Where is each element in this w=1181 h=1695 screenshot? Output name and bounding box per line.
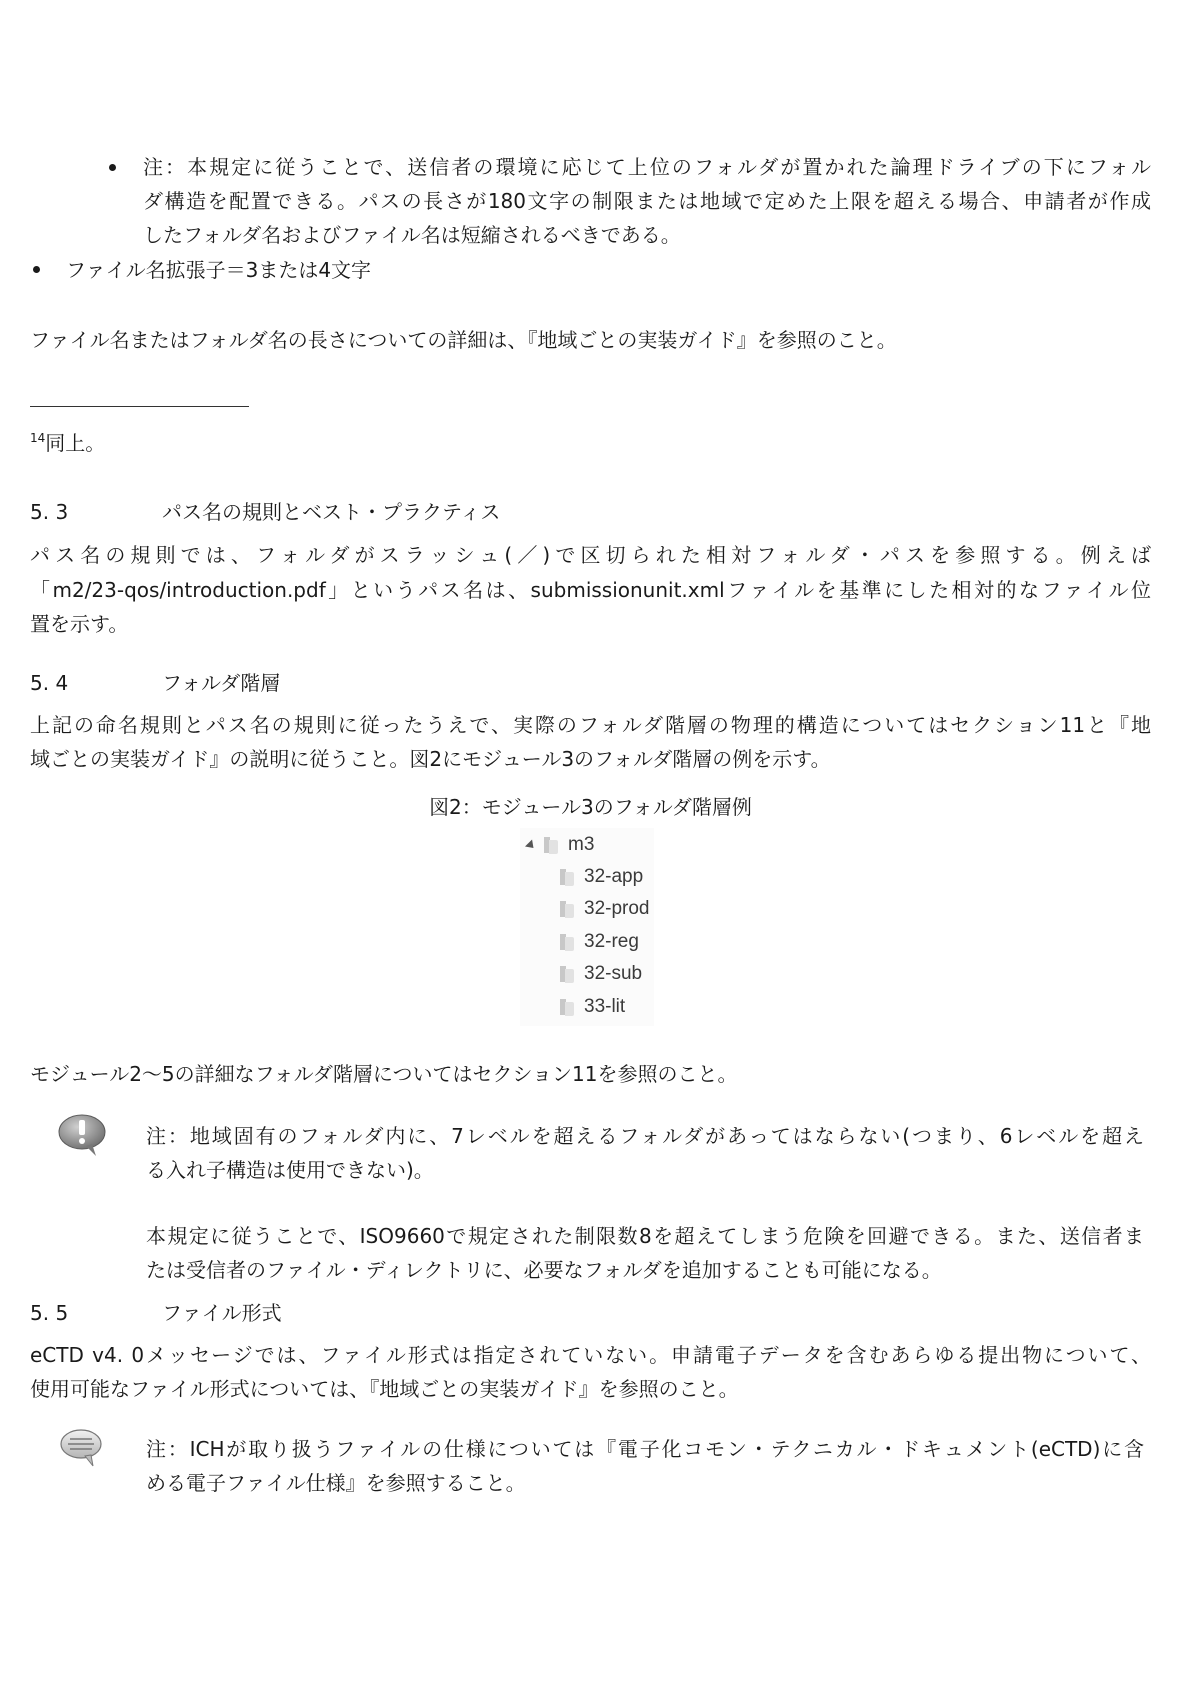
section-title: パス名の規則とベスト・プラクティス	[162, 500, 501, 524]
tree-item	[560, 961, 642, 987]
section-5-5-line2: 使用可能なファイル形式については、『地域ごとの実装ガイド』を参照のこと。	[30, 1377, 739, 1401]
section-5-3-line3: 置を示す。	[30, 612, 129, 636]
section-5-5-line1: eCTD v4. 0メッセージでは、ファイル形式は指定されていない。申請電子データを含むあらゆる提出物について、	[30, 1343, 1151, 1367]
section-number: 5. 3	[30, 500, 69, 524]
folder-icon	[560, 997, 574, 1017]
note2-line3: 本規定に従うことで、ISO9660で規定された制限数8を超えてしまう危険を回避できる。また、送信者ま	[146, 1224, 1144, 1248]
folder-icon	[560, 899, 574, 919]
speech-bubble-icon	[59, 1428, 105, 1468]
note2-line2: る入れ子構造は使用できない)。	[146, 1158, 434, 1182]
folder-label: 32-reg	[584, 931, 639, 952]
folder-label: 33-lit	[584, 996, 626, 1017]
folder-icon	[560, 867, 574, 887]
section-title: ファイル形式	[162, 1301, 282, 1325]
note1-line1: 注：本規定に従うことで、送信者の環境に応じて上位のフォルダが置かれた論理ドライブの下にフォル	[143, 155, 1151, 179]
figure-title: 図2：モジュール3のフォルダ階層例	[429, 795, 752, 819]
tree-item	[560, 864, 643, 890]
note2-line4: たは受信者のファイル・ディレクトリに、必要なフォルダを追加することも可能になる。	[146, 1258, 942, 1282]
footnote-mark: 14	[30, 431, 46, 445]
note2-line1: 注：地域固有のフォルダ内に、7レベルを超えるフォルダがあってはならない(つまり、6レベルを超え	[146, 1124, 1144, 1148]
footnote-separator	[30, 406, 249, 407]
paragraph-modules: モジュール2～5の詳細なフォルダ階層についてはセクション11を参照のこと。	[30, 1062, 738, 1086]
bullet-file-extension: ファイル名拡張子＝3または4文字	[66, 258, 372, 282]
note1-line3: したフォルダ名およびファイル名は短縮されるべきである。	[143, 223, 681, 247]
section-number: 5. 4	[30, 671, 69, 695]
section-5-3-line2: 「m2/23-qos/introduction.pdf」というパス名は、submissionunit.xmlファイルを基準にした相対的なファイル位	[30, 578, 1151, 602]
tree-root	[526, 832, 594, 858]
folder-icon	[544, 835, 558, 855]
folder-tree	[520, 828, 654, 1026]
tree-item	[560, 896, 650, 922]
footnote	[30, 432, 105, 453]
folder-icon	[560, 964, 574, 984]
note3-line2: める電子ファイル仕様』を参照すること。	[146, 1471, 526, 1495]
bullet-dot	[109, 164, 116, 171]
footnote-text: 同上。	[45, 431, 106, 455]
tree-item	[560, 994, 625, 1020]
section-5-3-line1: パス名の規則では、フォルダがスラッシュ(／)で区切られた相対フォルダ・パスを参照する。例えば	[30, 543, 1151, 567]
expand-arrow-icon	[525, 839, 537, 851]
exclamation-icon	[56, 1113, 108, 1157]
section-5-4-line1: 上記の命名規則とパス名の規則に従ったうえで、実際のフォルダ階層の物理的構造についてはセクション11と『地	[30, 713, 1151, 737]
section-5-4-line2: 域ごとの実装ガイド』の説明に従うこと。図2にモジュール3のフォルダ階層の例を示す。	[30, 747, 831, 771]
tree-item	[560, 929, 639, 955]
note1-line2: ダ構造を配置できる。パスの長さが180文字の制限または地域で定めた上限を超える場合、申請者が作成	[143, 189, 1151, 213]
folder-label: 32-app	[584, 866, 644, 887]
note3-line1: 注：ICHが取り扱うファイルの仕様については『電子化コモン・テクニカル・ドキュメント(eCTD)に含	[146, 1437, 1144, 1461]
section-number: 5. 5	[30, 1301, 69, 1325]
folder-icon	[560, 932, 574, 952]
section-title: フォルダ階層	[162, 671, 281, 695]
folder-label: 32-sub	[584, 963, 643, 984]
folder-label: 32-prod	[584, 898, 650, 919]
paragraph-filename-length: ファイル名またはフォルダ名の長さについての詳細は、『地域ごとの実装ガイド』を参照のこと。	[30, 328, 897, 352]
folder-label: m3	[568, 834, 595, 855]
bullet-dot	[33, 266, 40, 273]
